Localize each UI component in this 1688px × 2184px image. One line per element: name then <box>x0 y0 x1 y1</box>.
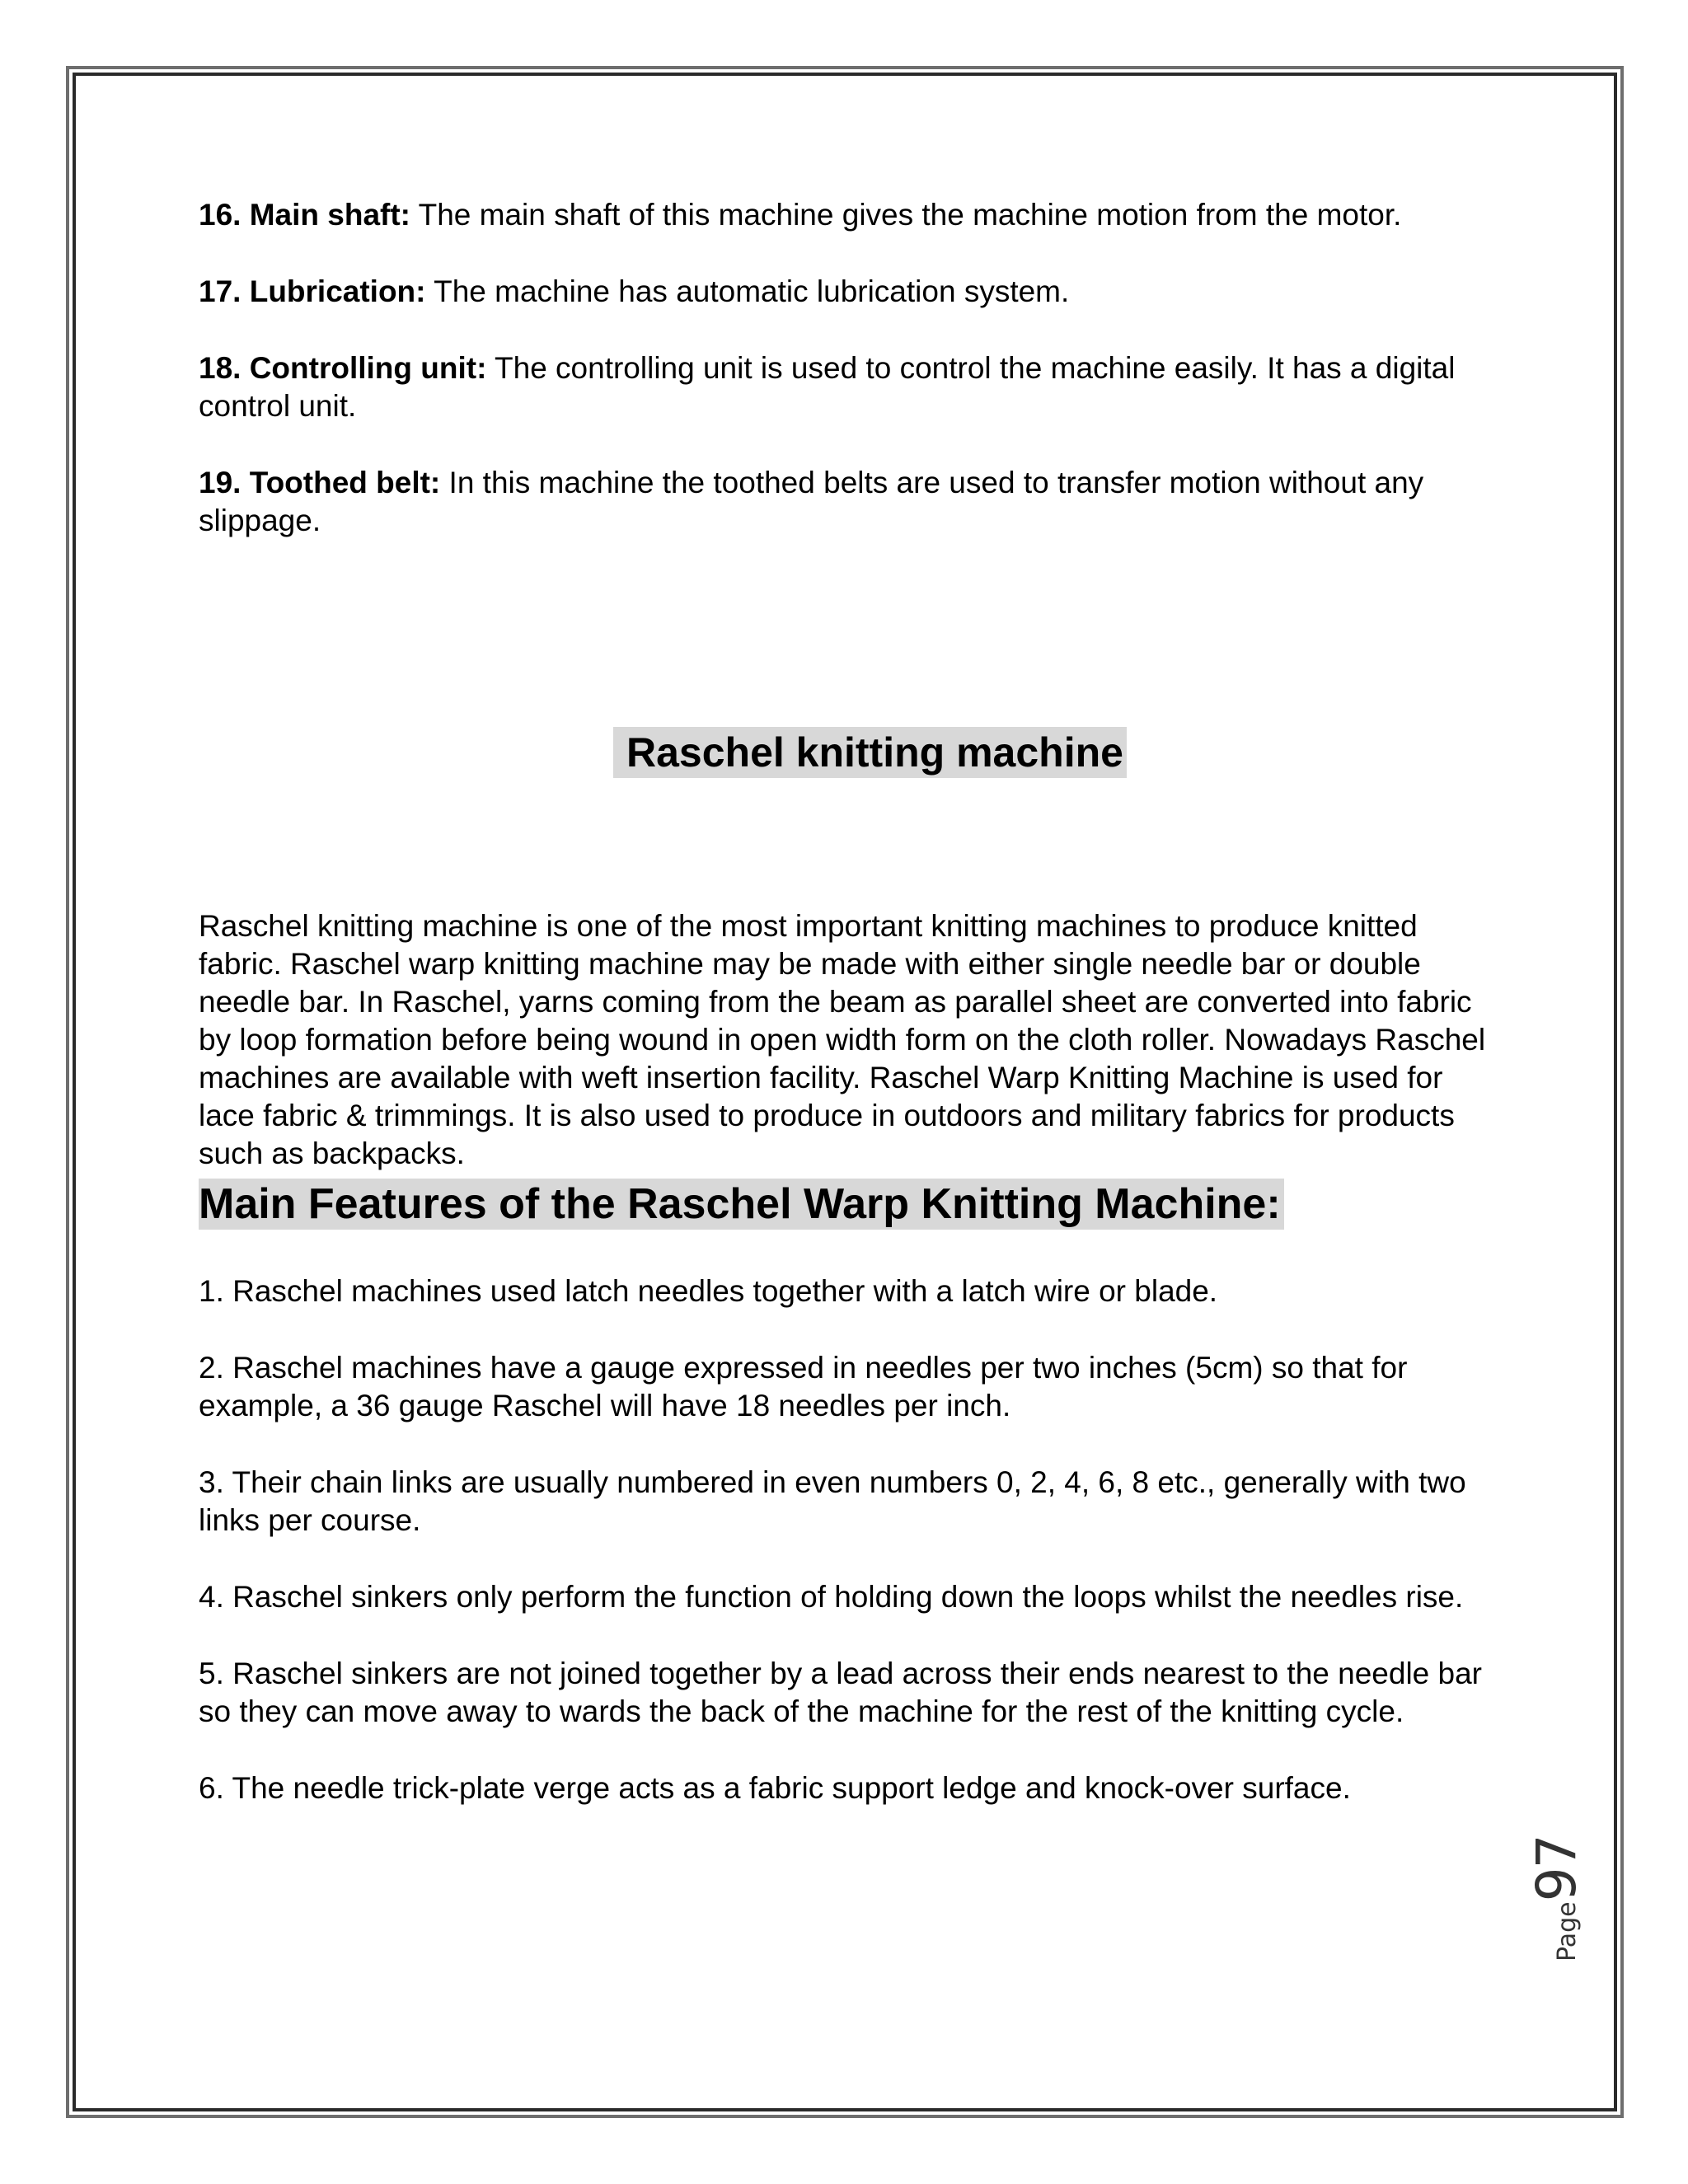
item-lubrication <box>199 273 1484 311</box>
item-toothed-belt <box>199 464 1484 540</box>
item-text: In this machine the toothed belts are used to transfer motion without any slippage. <box>199 466 1424 537</box>
numbered-items-top <box>199 196 1484 540</box>
item-text: The machine has automatic lubrication system. <box>425 274 1070 308</box>
item-label: 19. Toothed belt: <box>199 466 441 499</box>
item-label: 16. Main shaft: <box>199 198 410 232</box>
item-label: 17. Lubrication: <box>199 274 426 308</box>
item-text: The main shaft of this machine gives the machine motion from the motor. <box>410 198 1402 232</box>
features-heading: Main Features of the Raschel Warp Knitting Machine: <box>199 1179 1284 1230</box>
intro-paragraph: Raschel knitting machine is one of the most important knitting machines to produce knitted fabric. Raschel warp knitting machine may be made with either single needle bar or double needle bar. In Raschel, yarns coming from the beam as parallel sheet are converted into fabric by loop formation before being wound in open width form on the cloth roller. Nowadays Raschel machines are available with weft insertion facility. Raschel Warp Knitting Machine is used for lace fabric & trimmings. It is also used to produce in outdoors and military fabrics for products such as backpacks. <box>199 909 1486 1170</box>
features-list <box>199 1272 1501 1807</box>
section-title: Raschel knitting machine <box>613 727 1127 778</box>
feature-item: 4. Raschel sinkers only perform the function of holding down the loops whilst the needles rise. <box>199 1580 1464 1614</box>
item-text: The controlling unit is used to control the machine easily. It has a digital control unit. <box>199 351 1456 423</box>
item-label: 18. Controlling unit: <box>199 351 487 385</box>
item-main-shaft <box>199 196 1484 234</box>
feature-item: 3. Their chain links are usually numbered in even numbers 0, 2, 4, 6, 8 etc., generally with two links per course. <box>199 1465 1466 1537</box>
page-number: 97 <box>1525 1835 1588 1902</box>
page-label: Page <box>1553 1901 1582 1961</box>
feature-item: 6. The needle trick-plate verge acts as a fabric support ledge and knock-over surface. <box>199 1771 1351 1805</box>
feature-item: 2. Raschel machines have a gauge expressed in needles per two inches (5cm) so that for example, a 36 gauge Raschel will have 18 needles per inch. <box>199 1351 1408 1422</box>
feature-item: 1. Raschel machines used latch needles together with a latch wire or blade. <box>199 1274 1218 1308</box>
item-controlling-unit <box>199 349 1484 425</box>
feature-item: 5. Raschel sinkers are not joined together by a lead across their ends nearest to the needle bar so they can move away to wards the back of the machine for the rest of the knitting cycle. <box>199 1657 1482 1728</box>
